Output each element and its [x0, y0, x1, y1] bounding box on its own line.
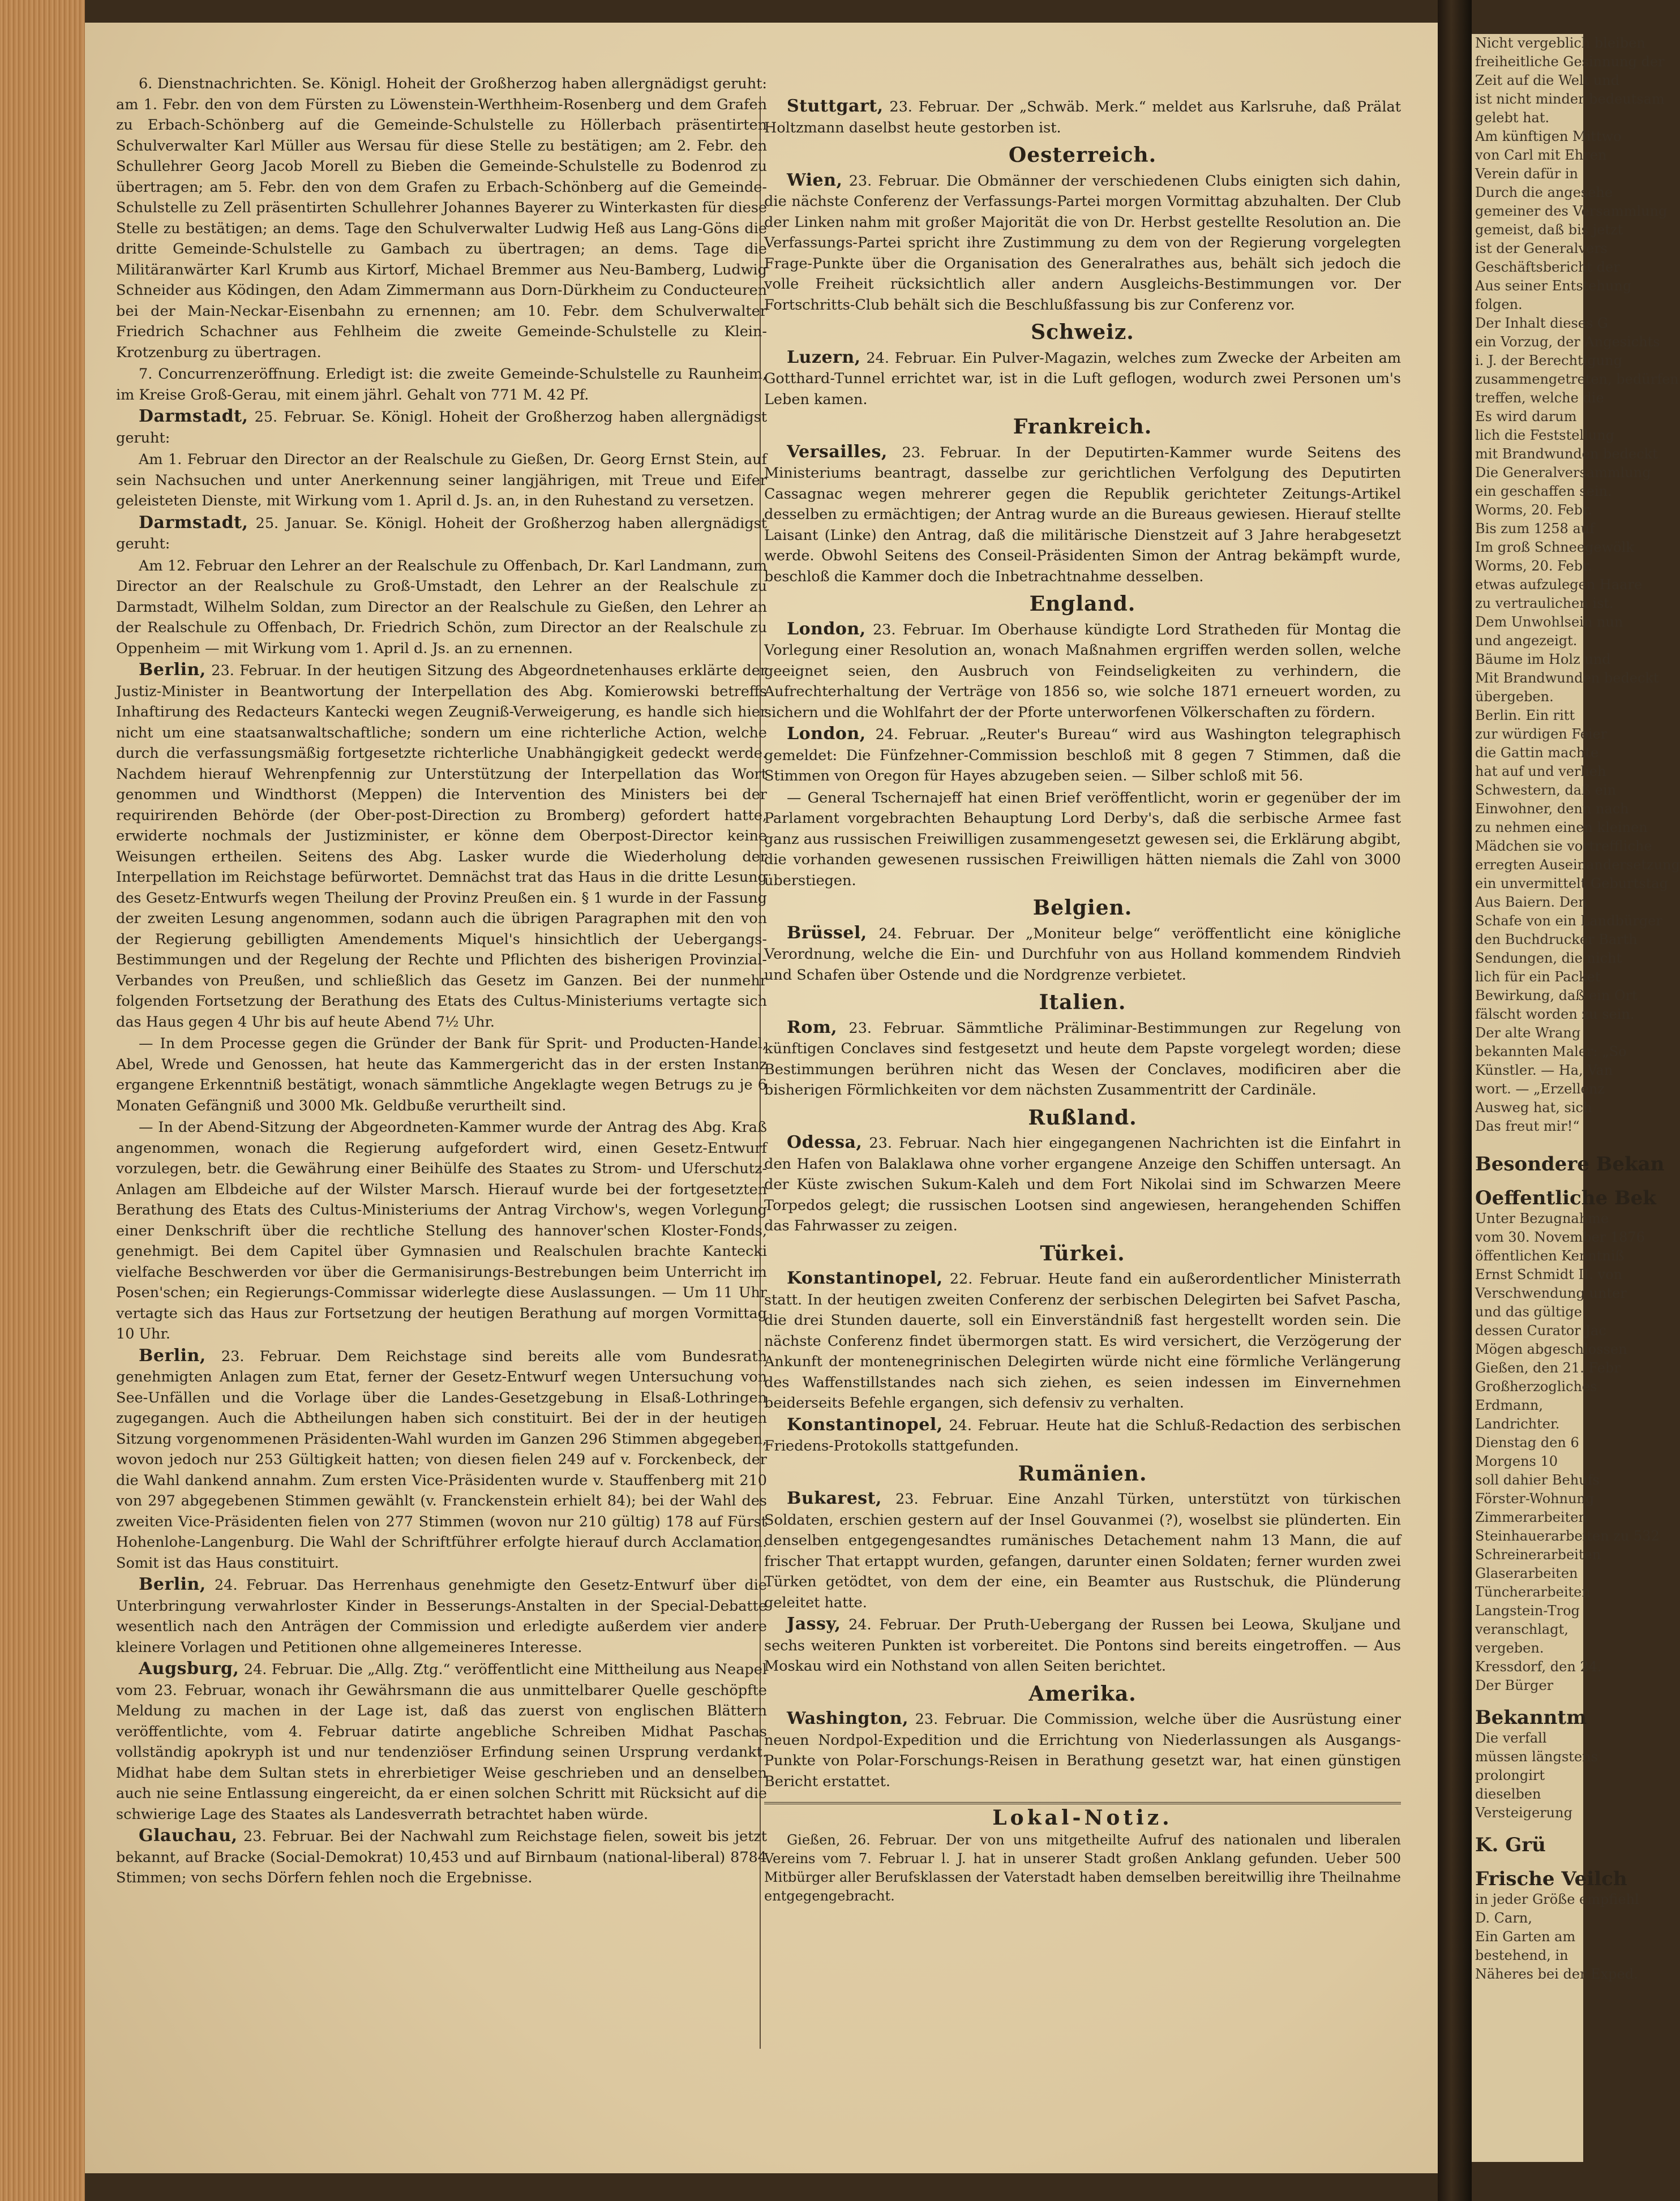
facing-page-ad-line: D. Carn, — [1475, 1910, 1532, 1926]
dateline-place: Luzern, — [787, 347, 861, 367]
facing-page-line: zu nehmen einen kleinen — [1475, 820, 1648, 835]
facing-page-ad-line: Kressdorf, den 24. — [1475, 1659, 1602, 1675]
facing-page-ad-line: Erdmann, — [1475, 1397, 1543, 1413]
news-text: 23. Februar. Bei der Nachwahl zum Reichstage fielen, soweit bis jetzt bekannt, auf Bracke (Social-Demokrat) 10,453 und auf Birnbaum (national-liberal) 8784 Stimmen; von sechs Dörfern fehlen noch die Ergebnisse. — [116, 1828, 767, 1886]
section-heading: Frankreich. — [1013, 415, 1152, 439]
dateline-place: Berlin, — [139, 660, 206, 680]
facing-page-line: die Gattin machte — [1475, 745, 1599, 761]
lokal-notiz-box — [764, 1802, 1401, 1906]
section-heading: Belgien. — [1032, 896, 1133, 920]
dateline-place: Washington, — [787, 1709, 909, 1728]
news-text: 23. Februar. Sämmtliche Präliminar-Bestimmungen zur Regelung von künftigen Conclaves sind festgesetzt und heute dem Papste vorgelegt worden; diese Bestimmungen berühren nicht das Wesen der Conclaves, modificiren aber die bisherigen Förmlichkeiten vor dem nächsten Zusammentritt der Cardinäle. — [764, 1019, 1401, 1099]
news-text: 22. Februar. Heute fand ein außerordentlicher Ministerrath statt. In der heutigen zweiten Conferenz der serbischen Delegirten bei Safvet Pascha, die drei Stunden dauerte, soll ein Einverständniß fast hergestellt worden sein. Die nächste Conferenz findet übermorgen statt. Es wird versichert, die Verzögerung der Ankunft der montenegrinischen Delegirten würde nicht eine förmliche Verlängerung des Waffenstillstandes nach sich ziehen, es seien indessen im Einvernehmen beiderseits Befehle ergangen, sich defensiv zu verhalten. — [764, 1271, 1401, 1411]
facing-page-ad-line: soll dahier Behufs — [1475, 1472, 1600, 1488]
facing-page-line: Durch die angesehe — [1475, 185, 1613, 200]
facing-page-line: lich für ein Packet — [1475, 969, 1601, 985]
facing-page-ad-line: Morgens 10 — [1475, 1453, 1558, 1469]
facing-page-line: ein geschaffen sein. — [1475, 483, 1612, 499]
dateline-place: Darmstadt, — [139, 406, 248, 426]
facing-page-line: Künstler. — Ha, Van — [1475, 1062, 1613, 1078]
facing-page-ad-line: Tüncherarbeiten — [1475, 1584, 1591, 1600]
facing-page-ad-line: Besondere Bekan — [1475, 1153, 1665, 1175]
facing-page-line: Der alte Wrang — [1475, 1025, 1581, 1041]
facing-page-ad-line: veranschlagt, — [1475, 1621, 1568, 1637]
news-paragraph: Am 12. Februar den Lehrer an der Realschule zu Offenbach, Dr. Karl Landmann, zum Director an der Realschule zu Groß-Umstadt, den Lehrer an der Realschule zu Darmstadt, Wilhelm Soldan, zum Director an der Realschule zu Gießen, den Lehrer an der Realschule zu Offenbach, Dr. Friedrich Schön, zum Director an der Realschule zu Oppenheim — mit Wirkung vom 1. April d. Js. an zu ernennen. — [116, 557, 767, 657]
facing-page-text — [1472, 34, 1680, 1136]
facing-page-ad-line: Langstein-Trog — [1475, 1603, 1580, 1619]
news-text: 23. Februar. Dem Reichstage sind bereits alle vom Bundesrath genehmigten Anlagen zum Etat, ferner der Gesetz-Entwurf wegen Untersuchung von See-Unfällen und die Vorlage über die Landes-Gesetzgebung in Elsaß-Lothringen zugegangen. Auch die Abtheilungen haben sich constituirt. Bei der in der heutigen Sitzung vorgenommenen Präsidenten-Wahl wurden im Ganzen 296 Stimmen abgegeben, wovon jedoch nur 253 Gültigkeit hatten; von diesen fielen 249 auf v. Forckenbeck, der die Wahl dankend annahm. Zum ersten Vice-Präsidenten wurde v. Stauffenberg mit 210 von 297 abgegebenen Stimmen gewählt (v. Franckenstein erhielt 84); bei der Wahl des zweiten Vice-Präsidenten fielen von 277 Stimmen (wovon nur 210 gültig) 178 auf Fürst Hohenlohe-Langenburg. Die Wahl der Schriftführer erfolgte hierauf durch Acclamation. Somit ist das Haus constituirt. — [116, 1348, 767, 1572]
news-text: 23. Februar. Die Obmänner der verschiedenen Clubs einigten sich dahin, die nächste Conferenz der Verfassungs-Partei morgen Vormittag abzuhalten. Der Club der Linken nahm mit großer Majorität die von Dr. Herbst gestellte Resolution an. Die Verfassungs-Partei spricht ihre Zustimmung zu dem von der Regierung vorgelegten Frage-Punkte über die Organisation des Generalrathes aus, behält sich jedoch die volle Freiheit rücksichtlich aller andern Ausgleichs-Bestimmungen vor. Der Fortschritts-Club behält sich die Beschlußfassung bis zur Conferenz vor. — [764, 172, 1401, 314]
facing-page-line: Mit Brandwunden bedeckt — [1475, 670, 1659, 686]
facing-page-ad-line: Dienstag den 6 — [1475, 1435, 1579, 1451]
news-text: 24. Februar. Ein Pulver-Magazin, welches zum Zwecke der Arbeiten am Gotthard-Tunnel errichtet war, ist in die Luft geflogen, wodurch zwei Personen um's Leben kamen. — [764, 349, 1401, 408]
dateline-place: Augsburg, — [139, 1659, 239, 1679]
news-text: 25. Januar. Se. Königl. Hoheit der Großherzog haben allergnädigst geruht: — [116, 514, 767, 552]
news-item — [764, 1415, 1401, 1457]
facing-page-ad-line: Glaserarbeiten — [1475, 1565, 1578, 1581]
news-item — [116, 1659, 767, 1825]
facing-page-line: zur würdigen Feier — [1475, 726, 1608, 742]
facing-page-line: treffen, welche die — [1475, 390, 1604, 406]
dateline-place: Berlin, — [139, 1574, 206, 1594]
facing-page-line: Sendungen, die nicht — [1475, 950, 1622, 966]
news-item — [764, 1614, 1401, 1677]
dateline-place: Berlin, — [139, 1345, 206, 1366]
facing-page-line: Aus seiner Entstehung — [1475, 278, 1632, 294]
lokal-notiz-title: Lokal-Notiz. — [992, 1806, 1173, 1830]
news-item — [764, 923, 1401, 986]
section-heading: Schweiz. — [1031, 320, 1134, 344]
facing-page-line: Worms, 20. Febr. — [1475, 558, 1592, 574]
news-item — [764, 96, 1401, 138]
facing-page-ad-line: prolongirt — [1475, 1767, 1545, 1783]
facing-page-line: zusammengetreten, bedürfen — [1475, 371, 1679, 387]
news-text: 23. Februar. Eine Anzahl Türken, unterstützt von türkischen Soldaten, erschien gestern auf der Insel Gouvanmei (?), woselbst sie plünderten. Ein denselben entgegengesandtes rumänisches Detachement nahm 13 Mann, die auf frischer That ertappt wurden, gefangen, darunter einen Soldaten; ferner wurden zwei Türken getödtet, von dem der eine, ein Beamter aus Rustschuk, die Plünderung geleitet hatte. — [764, 1491, 1401, 1611]
facing-page-line: mit Brandwunden bedeckt — [1475, 446, 1658, 462]
facing-page-line: Am künftigen Mittwo — [1475, 128, 1622, 144]
news-text: 24. Februar. „Reuter's Bureau“ wird aus Washington telegraphisch gemeldet: Die Fünfzehner-Commission beschloß mit 8 gegen 7 Stimmen, daß die Stimmen von Oregon für Hayes abzugeben seien. — Silber schloß mit 56. — [764, 726, 1401, 784]
dateline-place: London, — [787, 724, 866, 744]
facing-page-ad-line: vergeben. — [1475, 1640, 1544, 1656]
dateline-place: Bukarest, — [787, 1488, 882, 1508]
news-text: 23. Februar. Die Commission, welche über die Ausrüstung einer neuen Nordpol-Expedition und die Errichtung von Niederlassungen als Ausgangs-Punkte von Polar-Forschungs-Reisen in Berathung gesetzt war, hat einen günstigen Bericht erstattet. — [764, 1711, 1401, 1790]
facing-page-line: ein unvermittelt Geburtstag — [1475, 876, 1668, 891]
facing-page-line: hat auf und verlieh — [1475, 763, 1606, 779]
facing-page-line: Bis zum 1258 auf — [1475, 521, 1595, 537]
dateline-place: Versailles, — [787, 441, 888, 462]
facing-page-line: erregten Auseinandersetzung — [1475, 857, 1680, 873]
facing-page-line: Einwohner, denn nach — [1475, 801, 1629, 817]
facing-page-ad-line: Oeffentliche Bek — [1475, 1187, 1656, 1209]
facing-page-line: und angezeigt. — [1475, 633, 1578, 649]
facing-page-ad-line: Großherzogliches — [1475, 1379, 1597, 1395]
news-item — [764, 1132, 1401, 1237]
section-heading: England. — [1029, 592, 1136, 616]
facing-page-line: Bewirkung, daß ein Ort — [1475, 988, 1638, 1003]
dateline-place: Darmstadt, — [139, 512, 248, 533]
news-text: 24. Februar. Der Pruth-Uebergang der Russen bei Leowa, Skuljane und sechs weiteren Punkten ist vorbereitet. Die Pontons sind bereits eingetroffen. — Aus Moskau wird ein Nothstand von allen Seiten berichtet. — [764, 1616, 1401, 1675]
news-item — [116, 406, 767, 448]
book-edge-left — [0, 0, 85, 2201]
dateline-place: Odessa, — [787, 1132, 863, 1152]
facing-page-line: übergeben. — [1475, 689, 1554, 705]
facing-page-ad-line: dessen Curator Jac — [1475, 1323, 1606, 1338]
facing-page-line: i. J. der Berechtigung — [1475, 353, 1622, 368]
facing-page-ad-line: öffentlichen Kenntniß — [1475, 1248, 1625, 1264]
news-text: 23. Februar. Im Oberhause kündigte Lord Stratheden für Montag die Vorlegung einer Resolution an, wonach Maßnahmen ergriffen werden sollen, welche geeignet seien, den Ausbruch von Feindseligkeiten zu verhindern, die Aufrechterhaltung der Verträge von 1856 so, wie solche 1871 erneuert worden, zu sichern und die Wohlfahrt der der Pforte unterworfenen Völkerschaften zu fördern. — [764, 621, 1401, 721]
facing-page-line: den Buchdrucker Barth — [1475, 932, 1638, 947]
facing-page-ad-line: Die verfall — [1475, 1730, 1547, 1746]
news-text: 24. Februar. Das Herrenhaus genehmigte den Gesetz-Entwurf über die Unterbringung verwahrloster Kinder in Besserungs-Anstalten in der Special-Debatte wesentlich nach den Anträgen der Commission und erledigte außerdem vier andere kleinere Vorlagen und Petitionen ohne allgemeineres Interesse. — [116, 1577, 767, 1656]
lokal-notiz-text: Gießen, 26. Februar. Der von uns mitgetheilte Aufruf des nationalen und liberalen Vereins vom 7. Februar l. J. hat in unserer Stadt großen Anklang gefunden. Ueber 500 Mitbürger aller Berufsklassen der Vaterstadt haben demselben bereitwillig ihre Theilnahme entgegengebracht. — [764, 1831, 1401, 1904]
news-text: 24. Februar. Die „Allg. Ztg.“ veröffentlicht eine Mittheilung aus Neapel vom 23. Februar, wonach ihr Gewährsmann die aus unmittelbarer Quelle geschöpfte Meldung zu machen in der Lage ist, daß das zuerst von englischen Blättern veröffentlichte, vom 4. Februar datirte angebliche Schreiben Midhat Paschas vollständig apokryph ist und nur tendenziöser Erfindung seinen Ursprung verdankt. Midhat habe dem Sultan stets in ehrerbietiger Weise geschrieben und an denselben auch nie seine Entlassung eingereicht, da er einen solchen Schritt mit Rücksicht auf die schwierige Lage des Staates als Landesverrath betrachtet haben würde. — [116, 1661, 767, 1823]
facing-page-line: Im groß Schneegewölk — [1475, 539, 1634, 555]
news-item — [116, 513, 767, 555]
facing-page-line: Zeit auf die Welt und — [1475, 72, 1620, 88]
facing-page-line: Berlin. Ein ritt — [1475, 707, 1575, 723]
news-text: 23. Februar. Nach hier eingegangenen Nachrichten ist die Einfahrt in den Hafen von Balaklawa ohne vorher ergangene Anzeige den Schiffen untersagt. An der Küste zwischen Sukum-Kaleh und dem Fort Nikolai sind im Schwarzen Meere Torpedos gelegt; die russischen Lootsen sind angewiesen, herangehenden Schiffen das Fahrwasser zu zeigen. — [764, 1135, 1401, 1234]
facing-page-line: freiheitliche Gesinnung der — [1475, 54, 1665, 70]
book-gutter — [1438, 0, 1472, 2201]
news-item — [116, 660, 767, 1032]
facing-page-line: bekannten Maler: „So — [1475, 1044, 1627, 1059]
facing-page-ad-line: Ein Garten am — [1475, 1929, 1576, 1945]
facing-page-line: Worms, 20. Febr. — [1475, 502, 1592, 518]
news-text: 23. Februar. In der heutigen Sitzung des Abgeordnetenhauses erklärte der Justiz-Minister in Beantwortung der Interpellation des Abg. Komierowski betreffs Inhaftirung des Redacteurs Kantecki wegen Zeugniß-Verweigerung, es handle sich hier nicht um eine staatsanwaltschaftliche; sondern um eine richterliche Action, welche durch die verfassungsmäßig fortgesetzte richterliche Unabhängigkeit gedeckt werde. Nachdem hierauf Wehrenpfennig zur Unterstützung der Interpellation das Wort genommen und Windthorst (Meppen) die Intervention des Ministers bei der requirirenden Behörde (der Ober-post-Direction zu Bromberg) gefordert hatte, erwiderte nochmals der Justizminister, er könne dem Oberpost-Director keine Weisungen ertheilen. Seitens des Abg. Lasker wurde die Wiederholung der Interpellation im Reichstage befürwortet. Demnächst trat das Haus in die dritte Lesung des Gesetz-Entwurfs wegen Theilung der Provinz Preußen ein. § 1 wurde in der Fassung der zweiten Lesung angenommen, sodann auch die übrigen Paragraphen mit den von der Regierung gebilligten Amendements Miquel's hinsichtlich der Uebergangs-Bestimmungen und der Regelung der Rechte und Pflichten des bisherigen Provinzial-Verbandes von Preußen, und schließlich das Gesetz im Ganzen. Bei der nunmehr folgenden Fortsetzung der Berathung des Etats des Cultus-Ministeriums vertagte sich das Haus gegen 4 Uhr bis auf heute Abend 7½ Uhr. — [116, 662, 767, 1031]
news-paragraph: 6. Dienstnachrichten. Se. Königl. Hoheit der Großherzog haben allergnädigst geruht: am 1. Febr. den von dem Fürsten zu Löwenstein-Werthheim-Rosenberg und dem Grafen zu Erbach-Schönberg auf die Gemeinde-Schulstelle zu Höllerbach präsentirten Schulverwalter Karl Müller aus Wersau für diese Stelle zu bestätigen; am 2. Febr. den Schullehrer Georg Jacob Morell zu Bieben die Gemeinde-Schulstelle zu Bodenrod zu übertragen; am 5. Febr. den von dem Grafen zu Erbach-Schönberg auf die Gemeinde-Schulstelle zu Zell präsentirten Schullehrer Johannes Bayerer zu Winterkasten für diese Stelle zu bestätigen; an dems. Tage den Schulverwalter Ludwig Heß aus Lang-Göns die dritte Gemeinde-Schulstelle zu Gambach zu übertragen; an dems. Tage die Militäranwärter Karl Krumb aus Kirtorf, Michael Bremmer aus Neu-Bamberg, Ludwig Schneider aus Ködingen, den Adam Zimmermann aus Dorn-Dürkheim zu Conducteuren bei der Main-Neckar-Eisenbahn zu ernennen; am 10. Febr. dem Schulverwalter Friedrich Schachner aus Fehlheim die zweite Gemeinde-Schulstelle zu Klein-Krotzenburg zu übertragen. — [116, 75, 767, 361]
facing-page-line: Aus Baiern. Den — [1475, 894, 1587, 910]
facing-page-ad-line: Steinhauerarbeiten zu 532 — [1475, 1528, 1660, 1544]
facing-page-line: Das freut mir!“ — [1475, 1118, 1580, 1134]
section-heading: Oesterreich. — [1008, 143, 1157, 167]
news-item — [116, 1826, 767, 1889]
facing-page-ad-line: Unter Bezugnahme — [1475, 1211, 1609, 1226]
facing-page-line: Dem Unwohlsein nun — [1475, 614, 1623, 630]
facing-page-line: von Carl mit Ehren — [1475, 147, 1607, 163]
facing-page-ad-line: vom 30. November 1876 — [1475, 1229, 1645, 1245]
news-item — [764, 1018, 1401, 1101]
section-heading: Rumänien. — [1018, 1461, 1147, 1486]
facing-page-line: Schafe von ein Landbürger — [1475, 913, 1662, 929]
news-item — [764, 1268, 1401, 1414]
facing-page-ad-line: dieselben — [1475, 1786, 1541, 1802]
facing-page-line: wort. — „Erzellenz — [1475, 1081, 1605, 1097]
news-item — [764, 1488, 1401, 1613]
dateline-place: Stuttgart, — [787, 96, 884, 116]
news-text: 24. Februar. Der „Moniteur belge“ veröffentlicht eine königliche Verordnung, welche die Ein- und Durchfuhr von aus Holland kommendem Rindvieh und Schafen über Ostende und die Nordgrenze verbietet. — [764, 925, 1401, 984]
news-text: 25. Februar. Se. Königl. Hoheit der Großherzog haben allergnädigst geruht: — [116, 409, 767, 447]
facing-page-ad-line: Versteigerung — [1475, 1805, 1572, 1821]
dateline-place: Glauchau, — [139, 1826, 238, 1846]
news-text: 23. Februar. In der Deputirten-Kammer wurde Seitens des Ministeriums beantragt, dasselbe zur gerichtlichen Verfolgung des Deputirten Cassagnac wegen mehrerer gegen die Republik gerichteter Zeitungs-Artikel desselben zu ermächtigen; der Antrag wurde an die Bureaus gewiesen. Hierauf stellte Laisant (Linke) den Antrag, daß die militärische Dienstzeit auf 3 Jahre herabgesetzt werde. Obwohl Seitens des Conseil-Präsidenten Simon der Antrag bekämpft wurde, beschloß die Kammer doch die Inbetrachtnahme desselben. — [764, 444, 1401, 585]
news-item — [764, 170, 1401, 316]
facing-page-ad-line: müssen längstens — [1475, 1749, 1598, 1765]
facing-page-line: Nicht vergeblich bleiben — [1475, 35, 1645, 51]
facing-page-line: zu vertraulichen ist. — [1475, 595, 1614, 611]
news-item — [116, 1574, 767, 1658]
facing-page-ad-line: Verschwendung unter — [1475, 1285, 1627, 1301]
facing-page-ad-line: Ernst Schmidt II. von — [1475, 1267, 1623, 1282]
news-paragraph: — In dem Processe gegen die Gründer der Bank für Sprit- und Producten-Handel, Abel, Wrede und Genossen, hat heute das Kammergericht das in der ersten Instanz ergangene Erkenntniß bestätigt, wonach sämmtliche Angeklagte wegen Betrugs zu je 6 Monaten Gefängniß und 3000 Mk. Geldbuße verurtheilt sind. — [116, 1035, 767, 1114]
facing-page-line: Ausweg hat, sich — [1475, 1100, 1592, 1115]
facing-page-line: Mädchen sie vortreffliche — [1475, 838, 1652, 854]
facing-page-ad-line: in jeder Größe empfiehl — [1475, 1891, 1639, 1907]
dateline-place: London, — [787, 619, 866, 639]
right-column — [764, 96, 1401, 2145]
facing-page-ad-line: K. Grü — [1475, 1834, 1546, 1856]
dateline-place: Rom, — [787, 1017, 838, 1037]
dateline-place: Jassy, — [787, 1614, 841, 1634]
facing-page-line: ist der Generalvers — [1475, 241, 1608, 256]
facing-page-line: Es wird darum — [1475, 409, 1577, 424]
facing-page-line: Bäume im Holz und — [1475, 651, 1611, 667]
news-paragraph: — General Tschernajeff hat einen Brief veröffentlicht, worin er gegenüber der im Parlament vorgebrachten Behauptung Lord Derby's, daß die serbische Armee fast ganz aus russischen Freiwilligen zusammengesetzt gewesen sei, die Erklärung abgibt, die vorhanden gewesenen russischen Freiwilligen hätten niemals die Zahl von 3000 überstiegen. — [764, 789, 1401, 889]
dateline-place: Wien, — [787, 170, 843, 190]
facing-page-ad-line: Landrichter. — [1475, 1416, 1560, 1432]
facing-page-line: ist nicht minder bedeutsam — [1475, 91, 1665, 107]
facing-page-line: folgen. — [1475, 297, 1523, 312]
facing-page-ad-line: Näheres bei der Exped. — [1475, 1966, 1638, 1982]
facing-page-line: fälscht worden zu sein. — [1475, 1006, 1635, 1022]
facing-page-line: Der Inhalt dieses G — [1475, 315, 1609, 331]
facing-page-ad-line: Schreinerarbeiten — [1475, 1547, 1601, 1563]
facing-page-line: lich die Feststellung — [1475, 427, 1615, 443]
news-item — [764, 442, 1401, 587]
section-heading: Amerika. — [1028, 1681, 1137, 1706]
facing-page-line: Geschäftsbericht der — [1475, 259, 1620, 275]
facing-page-line: Die Generalversammlung — [1475, 465, 1651, 480]
facing-page-ad-line: und das gültige — [1475, 1304, 1582, 1320]
news-paragraph: — In der Abend-Sitzung der Abgeordneten-Kammer wurde der Antrag des Abg. Kraß angenommen, wonach die Regierung aufgefordert wird, einen Gesetz-Entwurf vorzulegen, betr. die Gewährung einer Beihülfe des Staates zu Strom- und Uferschutz-Anlagen am Elbdeiche auf der Wilster Marsch. Hierauf wurde bei der fortgesetzten Berathung des Etats des Cultus-Ministeriums der Antrag Virchow's, wegen Vorlegung einer Denkschrift über die rechtliche Stellung des hannover'schen Kloster-Fonds, genehmigt. Bei dem Capitel über Gymnasien und Realschulen brachte Kantecki vielfache Beschwerden vor über die Germanisirungs-Bestrebungen beim Unterricht im Posen'schen; ein Regierungs-Commissar widerlegte diese Auslassungen. — Um 11 Uhr vertagte sich das Haus zur Fortsetzung der heutigen Berathung auf morgen Vormittag 10 Uhr. — [116, 1119, 767, 1342]
facing-page-ad-line: Förster-Wohnung — [1475, 1491, 1595, 1507]
news-paragraph: Am 1. Februar den Director an der Realschule zu Gießen, Dr. Georg Ernst Stein, auf sein Nachsuchen und unter Anerkennung seiner langjährigen, mit Treue und Eifer geleisteten Dienste, mit Wirkung vom 1. April d. Js. an, in den Ruhestand zu versetzen. — [116, 451, 767, 509]
section-heading: Rußland. — [1028, 1105, 1137, 1130]
facing-page-line: Schwestern, daß ein — [1475, 782, 1617, 798]
news-text: 24. Februar. Heute hat die Schluß-Redaction des serbischen Friedens-Protokolls stattgefunden. — [764, 1417, 1401, 1455]
section-heading: Türkei. — [1040, 1241, 1125, 1265]
facing-page — [1472, 34, 1680, 2162]
facing-page-line: Verein dafür in — [1475, 166, 1579, 182]
news-text: 23. Februar. Der „Schwäb. Merk.“ meldet aus Karlsruhe, daß Prälat Holtzmann daselbst heute gestorben ist. — [764, 98, 1401, 136]
facing-page-ads — [1472, 1153, 1665, 1984]
section-heading: Italien. — [1039, 990, 1126, 1014]
news-item — [764, 619, 1401, 723]
facing-page-line: etwas aufzulegen Haare — [1475, 577, 1643, 593]
news-paragraph: 7. Concurrenzeröffnung. Erledigt ist: die zweite Gemeinde-Schulstelle zu Raunheim, im Kreise Groß-Gerau, mit einem jährl. Gehalt von 771 M. 42 Pf. — [116, 366, 767, 404]
left-column — [116, 74, 767, 2122]
facing-page-ad-line: Der Bürger — [1475, 1677, 1554, 1693]
facing-page-line: ein Vorzug, der Angesichts — [1475, 334, 1660, 350]
facing-page-ad-line: Gießen, den 21. Febr — [1475, 1360, 1621, 1376]
facing-page-ad-line: bestehend, in — [1475, 1947, 1568, 1963]
news-item — [116, 1346, 767, 1574]
facing-page-line: gemeist, daß bis jetzt — [1475, 222, 1623, 238]
dateline-place: Konstantinopel, — [787, 1414, 943, 1435]
facing-page-ad-line: Zimmerarbeiten — [1475, 1509, 1587, 1525]
dateline-place: Brüssel, — [787, 923, 867, 943]
news-item — [764, 724, 1401, 787]
facing-page-line: gemeiner des Versammlung — [1475, 203, 1668, 219]
facing-page-line: gelebt hat. — [1475, 110, 1550, 126]
facing-page-ad-line: Mögen abgeschlossen — [1475, 1341, 1627, 1357]
facing-page-ad-line: Bekanntm — [1475, 1706, 1587, 1729]
dateline-place: Konstantinopel, — [787, 1268, 943, 1288]
facing-page-ad-line: Frische Veilch — [1475, 1868, 1627, 1890]
news-item — [764, 347, 1401, 410]
news-item — [764, 1709, 1401, 1792]
